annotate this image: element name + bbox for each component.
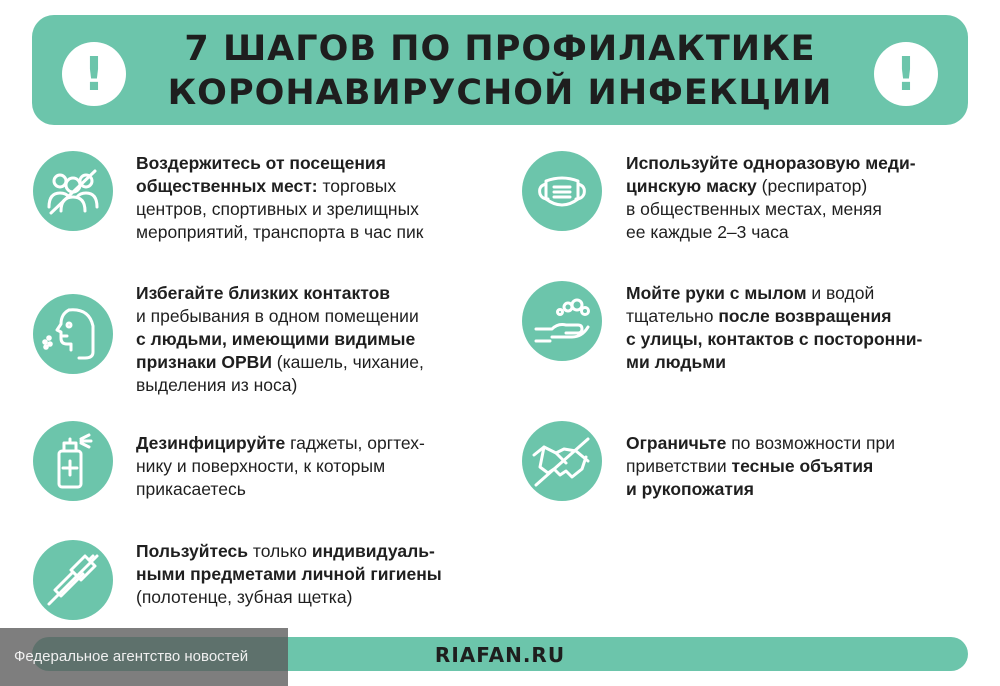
tip-line [136,282,424,305]
exclamation-left-icon: ! [62,42,126,106]
tip-run: центров, спортивных и зрелищных [136,199,419,219]
tip-bold-run: Дезинфицируйте [136,433,286,453]
tip-line [136,152,423,175]
tip-run: только [248,541,312,561]
tip-line [626,351,922,374]
tip-run: выделения из носа) [136,375,298,395]
tip-bold-run: ми людьми [626,352,726,372]
watermark [0,628,288,686]
wash-hands-icon [522,281,602,361]
page-title-line1: 7 ШАГОВ ПО ПРОФИЛАКТИКЕ [184,29,816,69]
tip-run: тщательно [626,306,719,326]
face-mask-icon [522,151,602,231]
tip-1-text [136,152,423,244]
tip-bold-run: с улицы, контактов с посторонни- [626,329,923,349]
no-handshake-icon [522,421,602,501]
tip-line [136,374,424,397]
tip-bold-run: Воздержитесь от посещения [136,153,386,173]
tip-bold-run: Пользуйтесь [136,541,249,561]
tip-7-text [136,540,442,609]
tip-line [626,478,895,501]
tip-line [136,455,425,478]
tip-line [136,432,425,455]
tip-line [626,432,895,455]
spray-bottle-icon [33,421,113,501]
tip-run: ее каждые 2–3 часа [626,222,789,242]
watermark-text: Федеральное агентство новостей [14,648,249,665]
title-banner [32,15,968,125]
tip-line [626,175,916,198]
tip-run: торговых [317,176,397,196]
tip-run: и водой [806,283,875,303]
no-shared-hygiene-icon [33,540,113,620]
tip-run: (полотенце, зубная щетка) [136,587,353,607]
exclamation-right-icon: ! [874,42,938,106]
tip-bold-run: индивидуаль- [311,541,435,561]
tip-run: (респиратор) [756,176,868,196]
tip-6-text [626,432,895,501]
tip-line [136,221,423,244]
tip-bold-run: и рукопожатия [626,479,754,499]
tip-line [136,478,425,501]
tip-bold-run: общественных мест: [136,176,318,196]
tip-5-text [136,432,425,501]
tip-line [136,563,442,586]
tip-run: в общественных местах, меняя [626,199,882,219]
tip-line [136,586,442,609]
tip-line [626,305,922,328]
tip-bold-run: после возвращения [718,306,892,326]
tip-line [626,152,916,175]
sneeze-head-icon [33,294,113,374]
no-crowd-icon [33,151,113,231]
tip-bold-run: с людьми, имеющими видимые [136,329,416,349]
tip-bold-run: ными предметами личной гигиены [136,564,442,584]
tip-line [136,305,424,328]
tip-3-text [136,282,424,397]
tip-run: и пребывания в одном помещении [136,306,419,326]
tip-run: нику и поверхности, к которым [136,456,386,476]
footer-site-name: RIAFAN.RU [434,643,566,667]
tip-line [626,328,922,351]
tip-run: (кашель, чихание, [271,352,424,372]
tip-run: приветствии [626,456,732,476]
tip-bold-run: Избегайте близких контактов [136,283,391,303]
tip-line [136,540,442,563]
tip-line [136,198,423,221]
tip-bold-run: признаки ОРВИ [136,352,272,372]
tip-run: по возможности при [726,433,895,453]
tip-2-text [626,152,916,244]
tip-line [136,175,423,198]
tip-line [626,282,922,305]
tip-line [136,328,424,351]
tip-bold-run: цинскую маску [626,176,757,196]
tip-line [626,221,916,244]
tip-4-text [626,282,922,374]
tip-line [626,198,916,221]
tip-bold-run: Мойте руки с мылом [626,283,807,303]
tip-bold-run: Ограничьте [626,433,727,453]
page-title-line2: КОРОНАВИРУСНОЙ ИНФЕКЦИИ [167,73,833,113]
tip-bold-run: Используйте одноразовую меди- [626,153,916,173]
tip-line [626,455,895,478]
tip-line [136,351,424,374]
tip-run: гаджеты, оргтех- [285,433,425,453]
tip-run: прикасаетесь [136,479,246,499]
tip-bold-run: тесные объятия [731,456,874,476]
tip-run: мероприятий, транспорта в час пик [136,222,424,242]
